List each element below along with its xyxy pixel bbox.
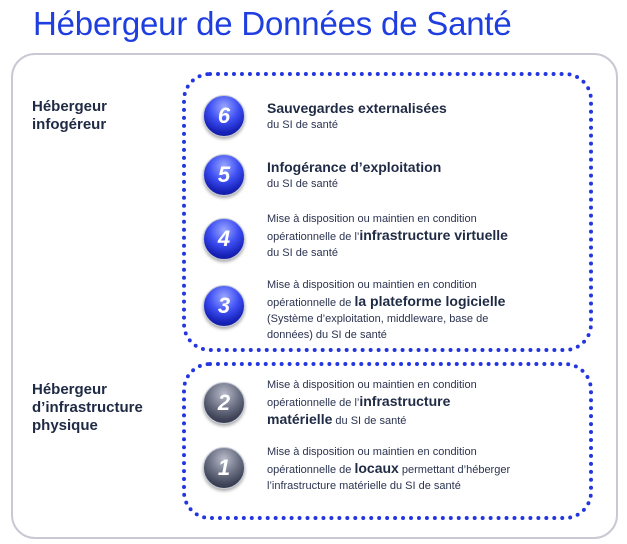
level-4-text — [267, 211, 508, 261]
level-2-line-3-suffix: du SI de santé — [332, 415, 407, 427]
level-2-text — [267, 377, 477, 429]
level-1-text — [267, 444, 510, 494]
level-2-highlight: infrastructure — [359, 393, 451, 409]
role-line: physique — [32, 417, 98, 434]
level-2-line-1: Mise à disposition ou maintien en condition — [267, 379, 477, 391]
level-5-title: Infogérance d’exploitation — [267, 159, 442, 175]
role-line: Hébergeur — [32, 98, 108, 115]
level-4-line-3: du SI de santé — [267, 247, 338, 259]
role-label-infrastructure — [32, 381, 143, 435]
level-4-line-2-prefix: opérationnelle de l’ — [267, 231, 360, 243]
role-line: d’infrastructure — [32, 399, 143, 416]
level-3-line-4: données) du SI de santé — [267, 329, 387, 341]
level-1-badge: 1 — [203, 447, 245, 489]
level-4-line-1: Mise à disposition ou maintien en condition — [267, 213, 477, 225]
level-2-line-3 — [267, 411, 477, 429]
level-1-line-1: Mise à disposition ou maintien en condition — [267, 446, 477, 458]
level-3-highlight: la plateforme logicielle — [354, 293, 506, 309]
level-3-line-2 — [267, 293, 505, 311]
level-3-text — [267, 277, 505, 343]
level-1-highlight: locaux — [354, 460, 399, 476]
level-1-line-2 — [267, 460, 510, 478]
level-2-line-2-prefix: opérationnelle de l’ — [267, 397, 360, 409]
level-6-text — [267, 99, 447, 133]
level-6-title: Sauvegardes externalisées — [267, 100, 447, 116]
level-3-line-3: (Système d’exploitation, middleware, base de — [267, 313, 489, 325]
role-line: Hébergeur — [32, 381, 108, 398]
level-3-line-1: Mise à disposition ou maintien en condition — [267, 279, 477, 291]
level-1-line-3: l’infrastructure matérielle du SI de santé — [267, 480, 461, 492]
page-title: Hébergeur de Données de Santé — [33, 5, 512, 42]
level-4-highlight: infrastructure virtuelle — [359, 227, 508, 243]
level-4-badge: 4 — [203, 218, 245, 260]
level-1-line-2-prefix: opérationnelle de — [267, 464, 355, 476]
level-5-subtitle: du SI de santé — [267, 178, 338, 190]
level-2-badge: 2 — [203, 382, 245, 424]
level-4-line-2 — [267, 227, 508, 245]
level-6-subtitle: du SI de santé — [267, 119, 338, 131]
role-line: infogéreur — [32, 116, 107, 133]
level-3-badge: 3 — [203, 285, 245, 327]
level-3-line-2-prefix: opérationnelle de — [267, 297, 355, 309]
level-1-line-2-suffix: permettant d’héberger — [398, 464, 511, 476]
level-5-badge: 5 — [203, 154, 245, 196]
level-2-highlight-2: matérielle — [267, 411, 333, 427]
role-label-infogereur — [32, 98, 107, 134]
level-2-line-2 — [267, 393, 477, 411]
level-6-badge: 6 — [203, 95, 245, 137]
level-5-text — [267, 158, 441, 192]
